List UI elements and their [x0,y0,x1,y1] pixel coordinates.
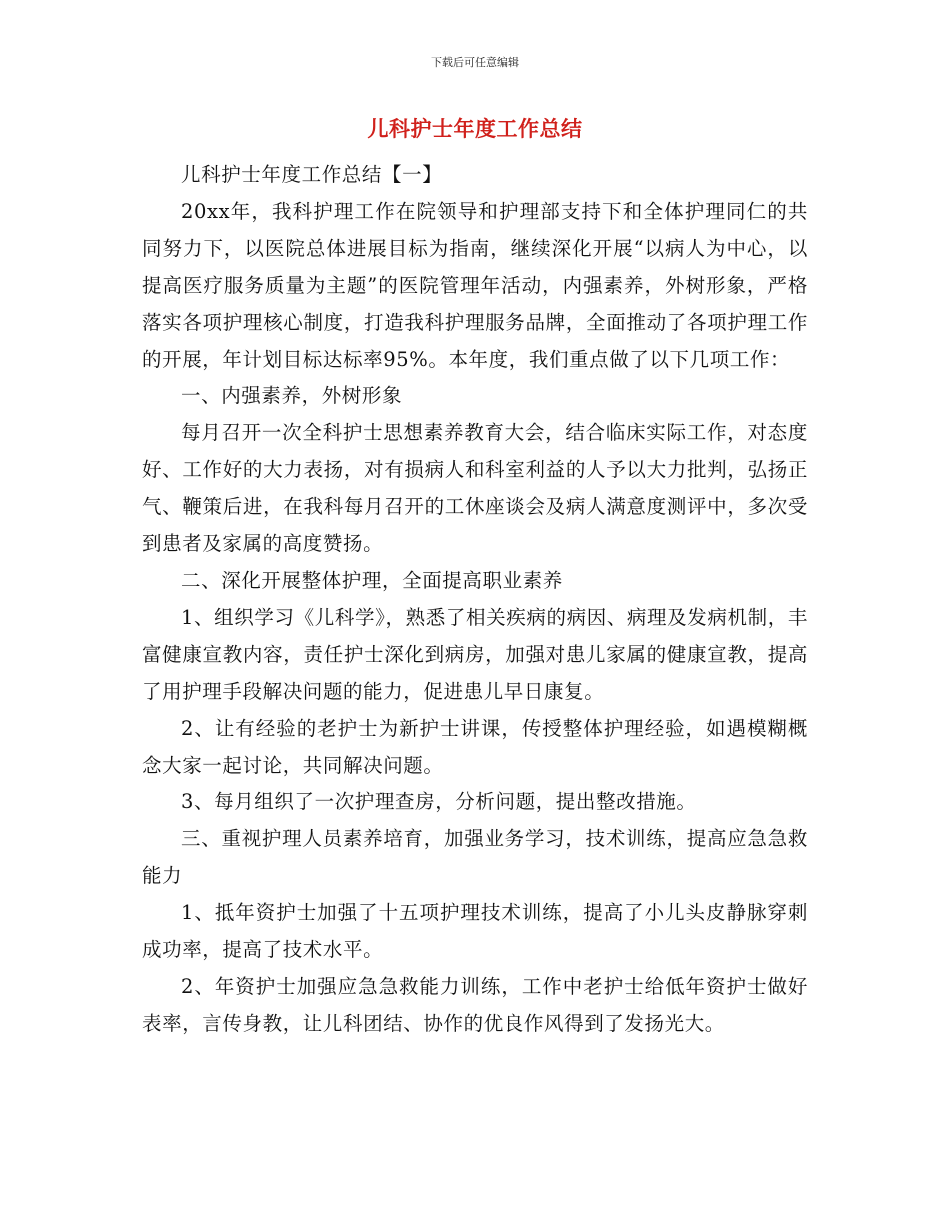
document-body [142,157,808,1043]
page-header-note: 下载后可任意编辑 [431,56,519,69]
paragraph: 2、年资护士加强应急急救能力训练，工作中老护士给低年资护士做好表率，言传身教，让儿科团结、协作的优良作风得到了发扬光大。 [142,974,808,1035]
document-title: 儿科护士年度工作总结 [367,117,583,141]
paragraph: 3、每月组织了一次护理查房，分析问题，提出整改措施。 [181,790,697,814]
paragraph: 1、抵年资护士加强了十五项护理技术训练，提高了小儿头皮静脉穿刺成功率，提高了技术水平。 [142,901,808,962]
paragraph: 20xx年，我科护理工作在院领导和护理部支持下和全体护理同仁的共同努力下，以医院总体进展目标为指南，继续深化开展“以病人为中心，以提高医疗服务质量为主题”的医院管理年活动，内强素养，外树形象，严格落实各项护理核心制度，打造我科护理服务品牌，全面推动了各项护理工作的开展，年计划目标达标率95%。本年度，我们重点做了以下几项工作： [142,199,808,371]
section-heading: 三、重视护理人员素养培育，加强业务学习，技术训练，提高应急急救能力 [142,827,808,888]
section-heading: 二、深化开展整体护理，全面提高职业素养 [181,568,563,592]
section-heading: 一、内强素养，外树形象 [181,384,403,408]
paragraph: 每月召开一次全科护士思想素养教育大会，结合临床实际工作，对态度好、工作好的大力表扬，对有损病人和科室利益的人予以大力批判，弘扬正气、鞭策后进，在我科每月召开的工休座谈会及病人满意度测评中，多次受到患者及家属的高度赞扬。 [142,421,808,556]
paragraph: 1、组织学习《儿科学》，熟悉了相关疾病的病因、病理及发病机制，丰富健康宣教内容，责任护士深化到病房，加强对患儿家属的健康宣教，提高了用护理手段解决问题的能力，促进患儿早日康复。 [142,605,808,703]
paragraph: 2、让有经验的老护士为新护士讲课，传授整体护理经验，如遇模糊概念大家一起讨论，共同解决问题。 [142,716,808,777]
section-subtitle: 儿科护士年度工作总结【一】 [181,163,443,186]
